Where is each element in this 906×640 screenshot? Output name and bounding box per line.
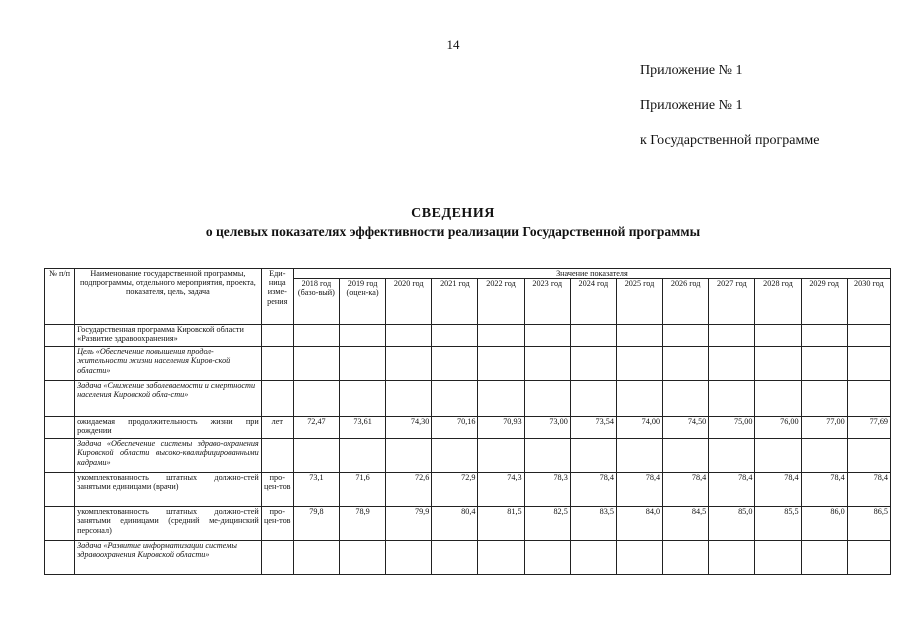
row-value-cell: 78,9 [340, 507, 386, 541]
annex-line-1: Приложение № 1 [640, 63, 743, 78]
row-value-cell: 79,8 [293, 507, 339, 541]
indicators-table [44, 268, 891, 575]
row-value-cell [755, 541, 801, 575]
row-value-cell [755, 325, 801, 347]
table-row [45, 473, 891, 507]
annex-line-2: Приложение № 1 [640, 98, 743, 113]
row-name-cell: ожидаемая продолжительность жизни при рождении [75, 417, 262, 439]
row-value-cell [570, 381, 616, 417]
row-value-cell [570, 439, 616, 473]
header-year: 2020 год [386, 279, 432, 325]
row-name-cell: Цель «Обеспечение повышения продол-жительности жизни населения Киров-ской области» [75, 347, 262, 381]
row-value-cell [386, 381, 432, 417]
header-year: 2025 год [616, 279, 662, 325]
row-name-cell: укомплектованность штатных должно-стей занятыми единицами (средний ме-дицинский персонал) [75, 507, 262, 541]
table-row [45, 507, 891, 541]
row-unit-cell [261, 347, 293, 381]
row-value-cell [847, 541, 890, 575]
row-value-cell [663, 325, 709, 347]
row-value-cell [570, 325, 616, 347]
row-unit-cell: лет [261, 417, 293, 439]
row-value-cell: 70,93 [478, 417, 524, 439]
row-unit-cell [261, 325, 293, 347]
row-value-cell [386, 439, 432, 473]
row-value-cell: 78,3 [524, 473, 570, 507]
row-value-cell: 78,4 [616, 473, 662, 507]
row-value-cell [478, 325, 524, 347]
annex-line-3: к Государственной программе [640, 133, 820, 148]
header-year: 2027 год [709, 279, 755, 325]
row-value-cell [663, 541, 709, 575]
row-value-cell: 79,9 [386, 507, 432, 541]
row-value-cell: 81,5 [478, 507, 524, 541]
row-value-cell [524, 325, 570, 347]
row-value-cell: 80,4 [432, 507, 478, 541]
row-value-cell [801, 381, 847, 417]
row-value-cell: 86,0 [801, 507, 847, 541]
header-year: 2021 год [432, 279, 478, 325]
row-unit-cell: про-цен-тов [261, 507, 293, 541]
row-value-cell: 73,1 [293, 473, 339, 507]
header-name: Наименование государственной программы, подпрограммы, отдельного мероприятия, проекта, показателя, цель, задача [75, 269, 262, 325]
row-value-cell [801, 347, 847, 381]
row-value-cell [616, 381, 662, 417]
row-value-cell: 78,4 [663, 473, 709, 507]
row-value-cell: 76,00 [755, 417, 801, 439]
row-value-cell [709, 347, 755, 381]
row-number-cell [45, 541, 75, 575]
row-value-cell [755, 439, 801, 473]
row-value-cell [340, 541, 386, 575]
header-year: 2026 год [663, 279, 709, 325]
header-year: 2028 год [755, 279, 801, 325]
row-value-cell [386, 325, 432, 347]
row-value-cell [755, 381, 801, 417]
row-value-cell [616, 347, 662, 381]
header-values-group: Значение показателя [293, 269, 890, 279]
row-number-cell [45, 417, 75, 439]
row-value-cell: 74,00 [616, 417, 662, 439]
table-row [45, 347, 891, 381]
table-row [45, 417, 891, 439]
row-value-cell [709, 439, 755, 473]
row-value-cell: 78,4 [755, 473, 801, 507]
row-value-cell [340, 439, 386, 473]
row-value-cell [847, 439, 890, 473]
row-value-cell [755, 347, 801, 381]
row-value-cell: 78,4 [570, 473, 616, 507]
header-year: 2029 год [801, 279, 847, 325]
row-value-cell: 70,16 [432, 417, 478, 439]
row-number-cell [45, 473, 75, 507]
row-value-cell [801, 541, 847, 575]
row-value-cell: 72,6 [386, 473, 432, 507]
row-value-cell [709, 381, 755, 417]
row-value-cell [432, 439, 478, 473]
row-unit-cell [261, 381, 293, 417]
row-value-cell [616, 325, 662, 347]
row-value-cell: 72,47 [293, 417, 339, 439]
table-row [45, 381, 891, 417]
header-unit: Еди-ница изме-рения [261, 269, 293, 325]
row-name-cell: укомплектованность штатных должно-стей занятыми единицами (врачи) [75, 473, 262, 507]
table-row [45, 439, 891, 473]
row-value-cell [616, 541, 662, 575]
row-value-cell: 86,5 [847, 507, 890, 541]
row-value-cell [478, 541, 524, 575]
header-year: 2022 год [478, 279, 524, 325]
row-value-cell: 82,5 [524, 507, 570, 541]
row-number-cell [45, 381, 75, 417]
row-value-cell: 71,6 [340, 473, 386, 507]
row-value-cell: 77,00 [801, 417, 847, 439]
header-year: 2019 год (оцен-ка) [340, 279, 386, 325]
row-number-cell [45, 439, 75, 473]
row-value-cell [847, 325, 890, 347]
table-row [45, 541, 891, 575]
row-value-cell: 72,9 [432, 473, 478, 507]
row-value-cell [616, 439, 662, 473]
row-name-cell: Государственная программа Кировской области «Развитие здравоохранения» [75, 325, 262, 347]
row-value-cell [847, 347, 890, 381]
header-year: 2030 год [847, 279, 890, 325]
row-value-cell [478, 347, 524, 381]
row-value-cell: 83,5 [570, 507, 616, 541]
row-number-cell [45, 507, 75, 541]
row-value-cell [293, 541, 339, 575]
row-value-cell [293, 347, 339, 381]
row-value-cell [340, 381, 386, 417]
row-value-cell [663, 347, 709, 381]
row-value-cell: 73,61 [340, 417, 386, 439]
row-value-cell: 77,69 [847, 417, 890, 439]
row-number-cell [45, 325, 75, 347]
row-value-cell [524, 347, 570, 381]
document-title: СВЕДЕНИЯ [411, 206, 495, 221]
row-value-cell [801, 439, 847, 473]
row-value-cell: 73,54 [570, 417, 616, 439]
row-value-cell [432, 541, 478, 575]
row-value-cell [524, 439, 570, 473]
row-value-cell [432, 347, 478, 381]
row-value-cell [524, 541, 570, 575]
row-value-cell: 78,4 [709, 473, 755, 507]
header-year: 2018 год (базо-вый) [293, 279, 339, 325]
page-number: 14 [446, 37, 460, 52]
table-row [45, 325, 891, 347]
row-value-cell [386, 541, 432, 575]
row-value-cell [570, 541, 616, 575]
header-num: № п/п [45, 269, 75, 325]
row-value-cell [847, 381, 890, 417]
row-unit-cell: про-цен-тов [261, 473, 293, 507]
row-value-cell: 73,00 [524, 417, 570, 439]
row-value-cell [293, 325, 339, 347]
document-subtitle: о целевых показателях эффективности реализации Государственной программы [205, 224, 701, 239]
row-value-cell: 85,5 [755, 507, 801, 541]
row-value-cell [340, 325, 386, 347]
row-name-cell: Задача «Обеспечение системы здраво-охранения Кировской области высоко-квалифицированными кадрами» [75, 439, 262, 473]
row-unit-cell [261, 541, 293, 575]
row-value-cell [478, 439, 524, 473]
row-value-cell [663, 439, 709, 473]
row-name-cell: Задача «Снижение заболеваемости и смертности населения Кировской обла-сти» [75, 381, 262, 417]
row-value-cell: 75,00 [709, 417, 755, 439]
row-value-cell [709, 325, 755, 347]
header-year: 2024 год [570, 279, 616, 325]
row-value-cell [709, 541, 755, 575]
row-value-cell: 74,3 [478, 473, 524, 507]
row-value-cell: 74,50 [663, 417, 709, 439]
row-value-cell [340, 347, 386, 381]
row-value-cell [432, 325, 478, 347]
row-value-cell [293, 381, 339, 417]
row-value-cell: 78,4 [847, 473, 890, 507]
row-number-cell [45, 347, 75, 381]
row-value-cell [478, 381, 524, 417]
row-value-cell: 74,30 [386, 417, 432, 439]
row-value-cell [386, 347, 432, 381]
row-unit-cell [261, 439, 293, 473]
row-value-cell: 78,4 [801, 473, 847, 507]
row-value-cell [524, 381, 570, 417]
row-value-cell [293, 439, 339, 473]
header-year: 2023 год [524, 279, 570, 325]
row-value-cell: 84,0 [616, 507, 662, 541]
row-value-cell [570, 347, 616, 381]
row-name-cell: Задача «Развитие информатизации системы здравоохранения Кировской области» [75, 541, 262, 575]
row-value-cell [801, 325, 847, 347]
row-value-cell [663, 381, 709, 417]
row-value-cell: 85,0 [709, 507, 755, 541]
row-value-cell [432, 381, 478, 417]
row-value-cell: 84,5 [663, 507, 709, 541]
